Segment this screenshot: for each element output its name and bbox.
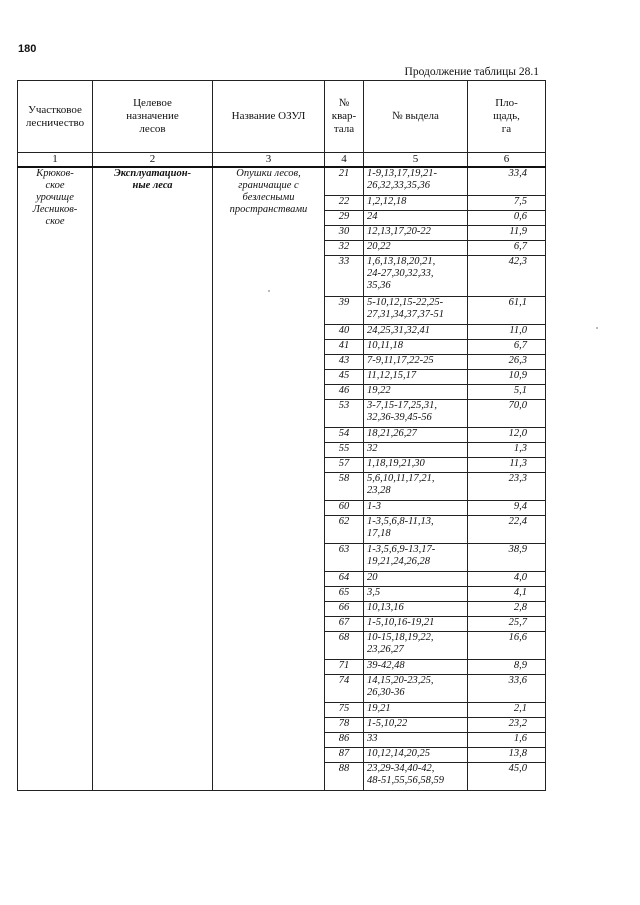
area-cell: 10,9	[468, 370, 546, 385]
plots-cell: 1-9,13,17,19,21- 26,32,33,35,36	[364, 167, 468, 196]
plots-cell: 14,15,20-23,25, 26,30-36	[364, 675, 468, 703]
scan-speck	[596, 327, 598, 329]
plots-cell: 19,22	[364, 385, 468, 400]
quarter-cell: 46	[325, 385, 364, 400]
quarter-cell: 66	[325, 602, 364, 617]
area-cell: 16,6	[468, 632, 546, 660]
quarter-cell: 75	[325, 703, 364, 718]
ozul-cell: Опушки лесов, граничащие с безлесными пространствами	[213, 167, 325, 791]
plots-cell: 18,21,26,27	[364, 428, 468, 443]
plots-cell: 3-7,15-17,25,31, 32,36-39,45-56	[364, 400, 468, 428]
area-cell: 33,6	[468, 675, 546, 703]
plots-cell: 20,22	[364, 241, 468, 256]
plots-cell: 10,13,16	[364, 602, 468, 617]
area-cell: 1,6	[468, 733, 546, 748]
area-cell: 33,4	[468, 167, 546, 196]
plots-cell: 10,11,18	[364, 340, 468, 355]
quarter-cell: 88	[325, 763, 364, 791]
page-number: 180	[18, 43, 37, 55]
area-cell: 13,8	[468, 748, 546, 763]
column-number: 3	[213, 153, 325, 168]
area-cell: 1,3	[468, 443, 546, 458]
plots-cell: 24	[364, 211, 468, 226]
area-cell: 11,9	[468, 226, 546, 241]
plots-cell: 7-9,11,17,22-25	[364, 355, 468, 370]
plots-cell: 10,12,14,20,25	[364, 748, 468, 763]
area-cell: 11,3	[468, 458, 546, 473]
table-body	[18, 167, 546, 791]
plots-cell: 5-10,12,15-22,25- 27,31,34,37,37-51	[364, 297, 468, 325]
area-cell: 6,7	[468, 340, 546, 355]
area-cell: 7,5	[468, 196, 546, 211]
area-cell: 8,9	[468, 660, 546, 675]
plots-cell: 1,2,12,18	[364, 196, 468, 211]
plots-cell: 1,18,19,21,30	[364, 458, 468, 473]
table-continuation-caption: Продолжение таблицы 28.1	[404, 66, 539, 78]
scan-speck	[268, 290, 270, 292]
quarter-cell: 86	[325, 733, 364, 748]
column-number: 5	[364, 153, 468, 168]
quarter-cell: 54	[325, 428, 364, 443]
quarter-cell: 22	[325, 196, 364, 211]
quarter-cell: 68	[325, 632, 364, 660]
quarter-cell: 45	[325, 370, 364, 385]
quarter-cell: 32	[325, 241, 364, 256]
header-plots: № выдела	[364, 81, 468, 153]
header-forestry: Участковое лесничество	[18, 81, 93, 153]
plots-cell: 5,6,10,11,17,21, 23,28	[364, 473, 468, 501]
plots-cell: 10-15,18,19,22, 23,26,27	[364, 632, 468, 660]
area-cell: 61,1	[468, 297, 546, 325]
quarter-cell: 33	[325, 256, 364, 297]
quarter-cell: 63	[325, 544, 364, 572]
plots-cell: 1-3,5,6,9-13,17- 19,21,24,26,28	[364, 544, 468, 572]
quarter-cell: 65	[325, 587, 364, 602]
quarter-cell: 55	[325, 443, 364, 458]
quarter-cell: 29	[325, 211, 364, 226]
quarter-cell: 64	[325, 572, 364, 587]
area-cell: 25,7	[468, 617, 546, 632]
plots-cell: 1-5,10,22	[364, 718, 468, 733]
area-cell: 70,0	[468, 400, 546, 428]
area-cell: 26,3	[468, 355, 546, 370]
quarter-cell: 53	[325, 400, 364, 428]
header-ozul: Название ОЗУЛ	[213, 81, 325, 153]
column-number: 4	[325, 153, 364, 168]
area-cell: 6,7	[468, 241, 546, 256]
area-cell: 0,6	[468, 211, 546, 226]
area-cell: 12,0	[468, 428, 546, 443]
plots-cell: 23,29-34,40-42, 48-51,55,56,58,59	[364, 763, 468, 791]
quarter-cell: 67	[325, 617, 364, 632]
area-cell: 23,2	[468, 718, 546, 733]
plots-cell: 32	[364, 443, 468, 458]
quarter-cell: 62	[325, 516, 364, 544]
table-header-row	[18, 81, 546, 153]
purpose-cell: Эксплуатацион- ные леса	[93, 167, 213, 791]
quarter-cell: 71	[325, 660, 364, 675]
area-cell: 2,1	[468, 703, 546, 718]
plots-cell: 1,6,13,18,20,21, 24-27,30,32,33, 35,36	[364, 256, 468, 297]
plots-cell: 3,5	[364, 587, 468, 602]
table-row	[18, 167, 546, 196]
plots-cell: 11,12,15,17	[364, 370, 468, 385]
forest-table	[17, 80, 546, 791]
column-number: 2	[93, 153, 213, 168]
quarter-cell: 87	[325, 748, 364, 763]
quarter-cell: 39	[325, 297, 364, 325]
plots-cell: 1-3,5,6,8-11,13, 17,18	[364, 516, 468, 544]
area-cell: 45,0	[468, 763, 546, 791]
plots-cell: 39-42,48	[364, 660, 468, 675]
plots-cell: 33	[364, 733, 468, 748]
area-cell: 23,3	[468, 473, 546, 501]
plots-cell: 20	[364, 572, 468, 587]
area-cell: 38,9	[468, 544, 546, 572]
column-number-row	[18, 153, 546, 168]
column-number: 1	[18, 153, 93, 168]
quarter-cell: 74	[325, 675, 364, 703]
area-cell: 2,8	[468, 602, 546, 617]
plots-cell: 19,21	[364, 703, 468, 718]
forestry-cell: Крюков- ское урочище Лесников- ское	[18, 167, 93, 791]
area-cell: 9,4	[468, 501, 546, 516]
quarter-cell: 41	[325, 340, 364, 355]
area-cell: 5,1	[468, 385, 546, 400]
header-quarter: № квар- тала	[325, 81, 364, 153]
quarter-cell: 43	[325, 355, 364, 370]
quarter-cell: 21	[325, 167, 364, 196]
header-area: Пло- щадь, га	[468, 81, 546, 153]
quarter-cell: 78	[325, 718, 364, 733]
header-purpose: Целевое назначение лесов	[93, 81, 213, 153]
plots-cell: 1-5,10,16-19,21	[364, 617, 468, 632]
area-cell: 4,0	[468, 572, 546, 587]
area-cell: 11,0	[468, 325, 546, 340]
quarter-cell: 40	[325, 325, 364, 340]
quarter-cell: 58	[325, 473, 364, 501]
plots-cell: 12,13,17,20-22	[364, 226, 468, 241]
plots-cell: 24,25,31,32,41	[364, 325, 468, 340]
quarter-cell: 30	[325, 226, 364, 241]
quarter-cell: 57	[325, 458, 364, 473]
column-number: 6	[468, 153, 546, 168]
plots-cell: 1-3	[364, 501, 468, 516]
area-cell: 42,3	[468, 256, 546, 297]
quarter-cell: 60	[325, 501, 364, 516]
area-cell: 22,4	[468, 516, 546, 544]
area-cell: 4,1	[468, 587, 546, 602]
